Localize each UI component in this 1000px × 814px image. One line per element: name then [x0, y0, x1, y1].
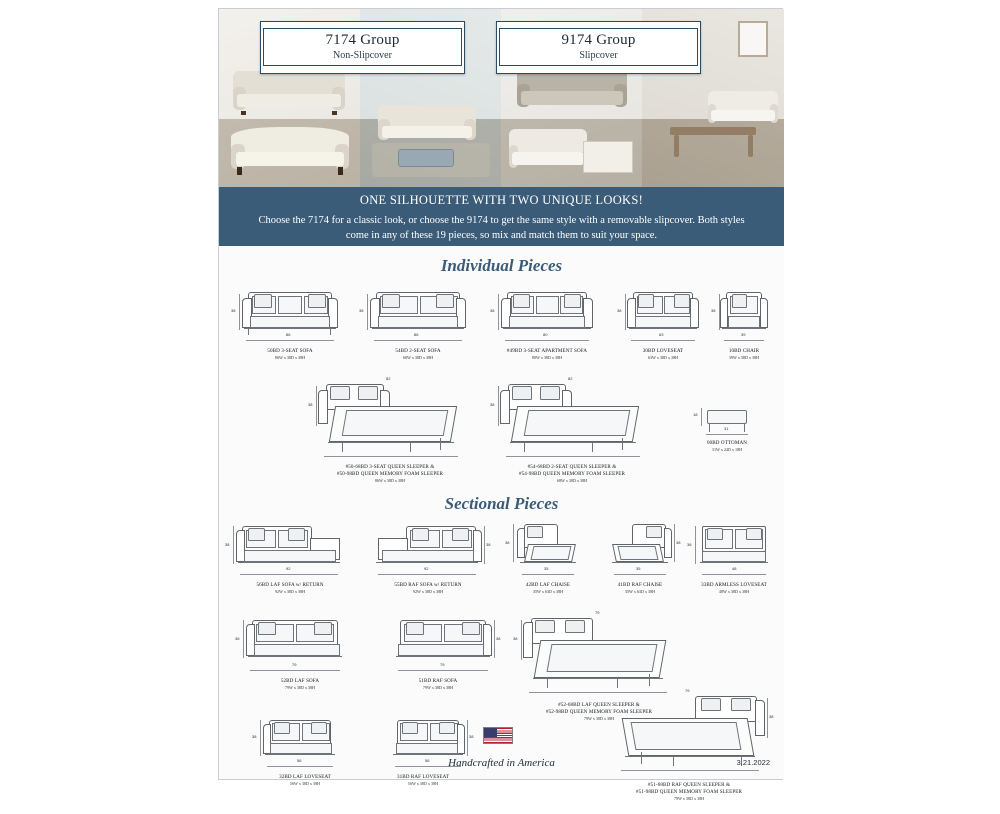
product-dims: 31W x 24D x 18H: [711, 446, 743, 452]
product-dims: 79W x 38D x 38H: [673, 795, 705, 801]
catalog-body: [219, 246, 784, 801]
line-drawing: [382, 612, 501, 678]
photo-ottoman: [398, 149, 454, 167]
product-41bd-raf-chaise: [597, 518, 683, 594]
dim-height: 38: [687, 542, 692, 547]
product-dims: 92W x 38D x 38H: [412, 588, 444, 594]
line-drawing: [225, 518, 346, 582]
product-00bd-ottoman: [689, 400, 765, 452]
product-name: #52-68BD LAF QUEEN SLEEPER &: [558, 702, 640, 708]
group-title-9174-sub: Slipcover: [579, 50, 618, 62]
product-dims: 63W x 38D x 38H: [647, 354, 679, 360]
product-dims: 79W x 38D x 38H: [583, 715, 615, 721]
group-title-7174-label: 7174 Group: [325, 32, 400, 48]
product-name: #54-68BD 2-SEAT QUEEN SLEEPER &: [527, 464, 617, 470]
dim-width: 86: [414, 332, 419, 337]
product-name: 50BD 3-SEAT SOFA: [267, 348, 313, 354]
dim-width: 92: [424, 566, 429, 571]
product-dims: 35W x 63D x 38H: [532, 588, 564, 594]
dim-width: 80: [543, 332, 548, 337]
product-name: 10BD CHAIR: [728, 348, 760, 354]
product-42bd-laf-chaise: [505, 518, 591, 594]
line-drawing: [490, 376, 648, 464]
line-drawing: [617, 282, 700, 348]
product-dims: 39W x 38D x 38H: [728, 354, 760, 360]
product-dims: 56W x 38D x 38H: [289, 780, 321, 786]
dim-height: 38: [308, 402, 313, 407]
dim-height: 38: [617, 308, 622, 313]
dim-height: 38: [496, 636, 501, 641]
dim-width: 48: [732, 566, 737, 571]
photo-curved-sofa-silhouette: [231, 127, 349, 175]
dim-height: 18: [693, 412, 698, 417]
product-name: 52BD LAF SOFA: [280, 678, 320, 684]
product-33bd-armless-loveseat: [687, 518, 781, 594]
product-dims: 79W x 38D x 38H: [422, 684, 454, 690]
dim-height: 38: [490, 402, 495, 407]
product-50-68bd-3-seat-queen-sleeper: [305, 376, 475, 483]
photo-wall-art: [738, 21, 768, 57]
product-54-68bd-2-seat-queen-sleeper: [487, 376, 657, 483]
product-name: 51BD RAF SOFA: [418, 678, 458, 684]
group-title-9174: [496, 21, 701, 74]
line-drawing: [359, 282, 468, 348]
product-dims: 79W x 38D x 38H: [284, 684, 316, 690]
product-dims: 92W x 38D x 38H: [274, 588, 306, 594]
dim-width: 79: [685, 688, 690, 693]
dim-height: 38: [711, 308, 716, 313]
dim-height: 38: [490, 308, 495, 313]
dim-height: 38: [469, 734, 474, 739]
dim-width: 39: [741, 332, 746, 337]
product-dims: 86W x 38D x 38H: [374, 477, 406, 483]
dim-height: 38: [505, 540, 510, 545]
dim-width: 82: [568, 376, 573, 381]
page-footer: [219, 749, 784, 773]
product-name: 30BD LOVESEAT: [642, 348, 684, 354]
product-name-alt: #51-98BD QUEEN MEMORY FOAM SLEEPER: [636, 788, 742, 795]
dim-height: 38: [359, 308, 364, 313]
product-dims: 80W x 38D x 38H: [531, 354, 563, 360]
dim-width: 79: [595, 610, 600, 615]
dim-height: 38: [486, 542, 491, 547]
product-51bd-raf-sofa: [375, 612, 501, 690]
product-51-68bd-raf-queen-sleeper: [601, 690, 777, 801]
dim-width: 82: [386, 376, 391, 381]
dim-height: 38: [513, 636, 518, 641]
us-flag-icon: [483, 727, 513, 744]
sectional-row-1: [219, 516, 784, 610]
line-drawing: [513, 610, 677, 702]
product-name: 42BD LAF CHAISE: [525, 582, 571, 588]
line-drawing: [308, 376, 466, 464]
product-30bd-loveseat: [617, 282, 709, 360]
photo-coffee-table: [670, 127, 756, 135]
product-10bd-chair: [711, 282, 777, 360]
product-49bd-3-seat-apartment-sofa: [485, 282, 609, 360]
line-drawing: [372, 518, 491, 582]
dim-width: 35: [544, 566, 549, 571]
line-drawing: [687, 518, 772, 582]
spec-sheet-page: [218, 8, 783, 801]
dim-width: 56: [425, 758, 430, 763]
dim-height: 38: [231, 308, 236, 313]
hero-photo-strip: [219, 9, 784, 187]
product-52bd-laf-sofa: [237, 612, 363, 690]
product-54bd-2-seat-sofa: [359, 282, 477, 360]
promo-body: Choose the 7174 for a classic look, or choose the 9174 to get the same style with a removable slipcover. Both styles come in any of these 19 pieces, so mix and match them to suit your space.: [258, 215, 745, 242]
dim-width: 31: [724, 426, 729, 431]
dim-height: 38: [235, 636, 240, 641]
product-name: #50-68BD 3-SEAT QUEEN SLEEPER &: [345, 464, 435, 470]
section-title-individual: Individual Pieces: [440, 256, 563, 275]
photo-loveseat-silhouette: [378, 105, 476, 145]
dim-width: 86: [286, 332, 291, 337]
line-drawing: [505, 518, 582, 582]
photo-sofa-silhouette: [708, 91, 778, 127]
dim-height: 38: [676, 540, 681, 545]
footer-date: 3.21.2022: [736, 758, 770, 767]
product-name: 00BD OTTOMAN: [706, 440, 748, 446]
product-dims: 68W x 38D x 38H: [556, 477, 588, 483]
dim-width: 56: [297, 758, 302, 763]
dim-height: 38: [225, 542, 230, 547]
individual-row-1: [219, 278, 784, 374]
dim-height: 38: [769, 714, 774, 719]
product-name: 55BD RAF SOFA w/ RETURN: [394, 582, 462, 588]
product-name: 33BD ARMLESS LOVESEAT: [701, 582, 767, 588]
photo-sectional-laf: [509, 129, 587, 173]
dim-width: 92: [286, 566, 291, 571]
line-drawing: [711, 282, 768, 348]
individual-row-2: [219, 374, 784, 492]
group-title-7174-sub: Non-Slipcover: [333, 50, 392, 62]
photo-sectional-chaise: [583, 141, 633, 173]
line-drawing: [490, 282, 595, 348]
group-title-7174: [260, 21, 465, 74]
dim-width: 35: [636, 566, 641, 571]
footer-tagline: Handcrafted in America: [448, 757, 555, 769]
product-55bd-raf-sofa-with-return: [365, 518, 491, 594]
product-name-alt: #54-98BD QUEEN MEMORY FOAM SLEEPER: [519, 470, 625, 477]
photo-sofa-silhouette: [233, 71, 345, 115]
photo-table-leg: [674, 135, 679, 157]
product-name-alt: #52-98BD QUEEN MEMORY FOAM SLEEPER: [546, 708, 652, 715]
promo-headline: ONE SILHOUETTE WITH TWO UNIQUE LOOKS!: [359, 193, 644, 207]
dim-width: 63: [659, 332, 664, 337]
product-name: 32BD LAF LOVESEAT: [279, 774, 331, 780]
dim-width: 79: [292, 662, 297, 667]
product-name-alt: #50-98BD QUEEN MEMORY FOAM SLEEPER: [337, 470, 443, 477]
section-title-sectional: Sectional Pieces: [444, 494, 559, 513]
line-drawing: [693, 400, 755, 440]
photo-table-leg: [748, 135, 753, 157]
product-50bd-3-seat-sofa: [231, 282, 349, 360]
line-drawing: [235, 612, 356, 678]
product-name: 54BD 2-SEAT SOFA: [395, 348, 441, 354]
product-dims: 86W x 38D x 38H: [274, 354, 306, 360]
group-title-9174-label: 9174 Group: [561, 32, 636, 48]
product-56bd-laf-sofa-with-return: [227, 518, 353, 594]
dim-width: 79: [440, 662, 445, 667]
product-name: 41BD RAF CHAISE: [617, 582, 663, 588]
product-name: 56BD LAF SOFA w/ RETURN: [256, 582, 324, 588]
line-drawing: [606, 518, 681, 582]
product-dims: 35W x 63D x 38H: [624, 588, 656, 594]
product-name: 31BD RAF LOVESEAT: [396, 774, 450, 780]
product-dims: 56W x 38D x 38H: [407, 780, 439, 786]
product-dims: 68W x 38D x 38H: [402, 354, 434, 360]
line-drawing: [231, 282, 340, 348]
product-name: #49BD 3-SEAT APARTMENT SOFA: [506, 348, 588, 354]
promo-banner: [219, 187, 784, 246]
dim-height: 38: [252, 734, 257, 739]
product-dims: 48W x 38D x 38H: [718, 588, 750, 594]
product-name: #51-68BD RAF QUEEN SLEEPER &: [647, 782, 731, 788]
